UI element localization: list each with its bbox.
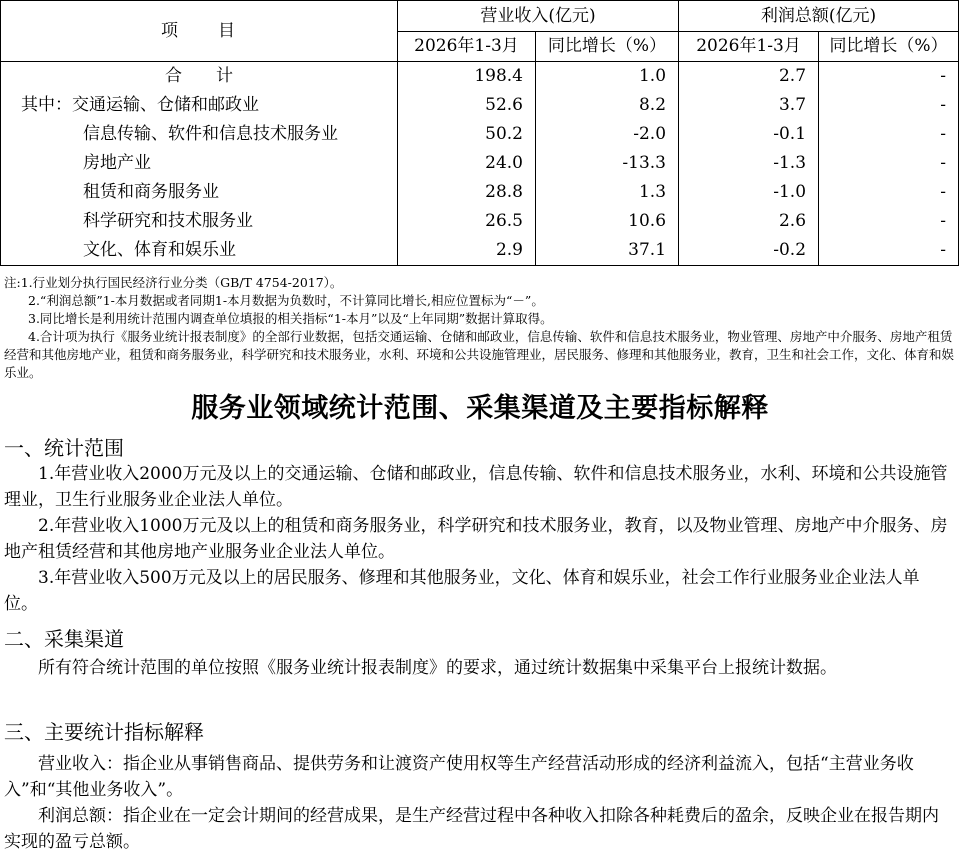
row-revenue: 24.0 xyxy=(398,149,536,178)
row-profit: 3.7 xyxy=(679,91,819,120)
document-title: 服务业领域统计范围、采集渠道及主要指标解释 xyxy=(191,393,769,424)
row-revenue-growth: 37.1 xyxy=(536,236,679,266)
row-profit: -1.3 xyxy=(679,149,819,178)
table-row xyxy=(1,62,959,92)
note-3: 3.同比增长是利用统计范围内调查单位填报的相关指标“1-本月”以及“上年同期”数据计算取得。 xyxy=(28,311,553,326)
row-revenue: 50.2 xyxy=(398,120,536,149)
table-notes xyxy=(4,274,956,382)
header-profit: 利润总额(亿元) xyxy=(679,1,959,32)
row-item: 房地产业 xyxy=(1,149,398,178)
scope-paragraph-1: 1.年营业收入2000万元及以上的交通运输、仓储和邮政业，信息传输、软件和信息技术服务业，水利、环境和公共设施管理业，卫生行业服务业企业法人单位。 xyxy=(4,464,948,510)
table-row xyxy=(1,120,959,149)
section-heading-indicators: 三、主要统计指标解释 xyxy=(4,720,204,744)
row-profit-growth: - xyxy=(819,178,959,207)
header-revenue: 营业收入(亿元) xyxy=(398,1,679,32)
row-revenue: 52.6 xyxy=(398,91,536,120)
row-profit: -1.0 xyxy=(679,178,819,207)
row-profit-growth: - xyxy=(819,120,959,149)
row-profit-growth: - xyxy=(819,207,959,236)
note-2: 2.“利润总额”1-本月数据或者同期1-本月数据为负数时，不计算同比增长,相应位置标为“－”。 xyxy=(28,293,544,308)
row-profit: -0.2 xyxy=(679,236,819,266)
table-row xyxy=(1,178,959,207)
note-4 xyxy=(4,328,956,382)
row-revenue: 2.9 xyxy=(398,236,536,266)
row-profit-growth: - xyxy=(819,236,959,266)
row-revenue-growth: 8.2 xyxy=(536,91,679,120)
row-profit: -0.1 xyxy=(679,120,819,149)
row-item: 信息传输、软件和信息技术服务业 xyxy=(1,120,398,149)
statistics-table xyxy=(0,0,959,266)
section-heading-channel: 二、采集渠道 xyxy=(4,627,124,651)
subheader-growth-profit: 同比增长（%） xyxy=(819,32,959,62)
row-profit: 2.6 xyxy=(679,207,819,236)
row-item: 其中：交通运输、仓储和邮政业 xyxy=(1,91,398,120)
section-heading-scope: 一、统计范围 xyxy=(4,436,124,460)
note-1: 注:1.行业划分执行国民经济行业分类（GB/T 4754-2017）。 xyxy=(4,275,343,290)
row-item: 合 计 xyxy=(1,62,398,92)
header-item: 项 目 xyxy=(1,1,398,62)
indicator-revenue-paragraph: 营业收入：指企业从事销售商品、提供劳务和让渡资产使用权等生产经营活动形成的经济利益流入，包括“主营业务收入”和“其他业务收入”。 xyxy=(4,754,914,800)
channel-paragraph: 所有符合统计范围的单位按照《服务业统计报表制度》的要求，通过统计数据集中采集平台上报统计数据。 xyxy=(38,658,837,678)
row-revenue-growth: 1.3 xyxy=(536,178,679,207)
row-revenue: 28.8 xyxy=(398,178,536,207)
indicator-profit-paragraph: 利润总额：指企业在一定会计期间的经营成果，是生产经营过程中各种收入扣除各种耗费后的盈余，反映企业在报告期内实现的盈亏总额。 xyxy=(4,806,939,852)
row-revenue: 198.4 xyxy=(398,62,536,92)
row-revenue-growth: 10.6 xyxy=(536,207,679,236)
table-header-row xyxy=(1,1,959,32)
scope-paragraph-2: 2.年营业收入1000万元及以上的租赁和商务服务业，科学研究和技术服务业，教育，以及物业管理、房地产中介服务、房地产租赁经营和其他房地产业服务业企业法人单位。 xyxy=(4,516,948,562)
subheader-growth-revenue: 同比增长（%） xyxy=(536,32,679,62)
table-row xyxy=(1,236,959,266)
subheader-period-revenue: 2026年1-3月 xyxy=(398,32,536,62)
table-row xyxy=(1,149,959,178)
row-profit-growth: - xyxy=(819,149,959,178)
row-revenue-growth: 1.0 xyxy=(536,62,679,92)
note-4-text: 4.合计项为执行《服务业统计报表制度》的全部行业数据，包括交通运输、仓储和邮政业，信息传输、软件和信息技术服务业，物业管理、房地产中介服务、房地产租赁经营和其他房地产业，租赁和商务服务业，科学研究和技术服务业，水利、环境和公共设施管理业，居民服务、修理和其他服务业，教育，卫生和社会工作，文化、体育和娱乐业。 xyxy=(4,329,955,380)
row-revenue: 26.5 xyxy=(398,207,536,236)
row-item: 科学研究和技术服务业 xyxy=(1,207,398,236)
subheader-period-profit: 2026年1-3月 xyxy=(679,32,819,62)
row-revenue-growth: -13.3 xyxy=(536,149,679,178)
table-row xyxy=(1,91,959,120)
row-revenue-growth: -2.0 xyxy=(536,120,679,149)
row-item: 租赁和商务服务业 xyxy=(1,178,398,207)
row-profit-growth: - xyxy=(819,62,959,92)
scope-paragraph-3: 3.年营业收入500万元及以上的居民服务、修理和其他服务业，文化、体育和娱乐业，社会工作行业服务业企业法人单位。 xyxy=(4,568,920,614)
row-profit-growth: - xyxy=(819,91,959,120)
row-item: 文化、体育和娱乐业 xyxy=(1,236,398,266)
row-profit: 2.7 xyxy=(679,62,819,92)
table-row xyxy=(1,207,959,236)
